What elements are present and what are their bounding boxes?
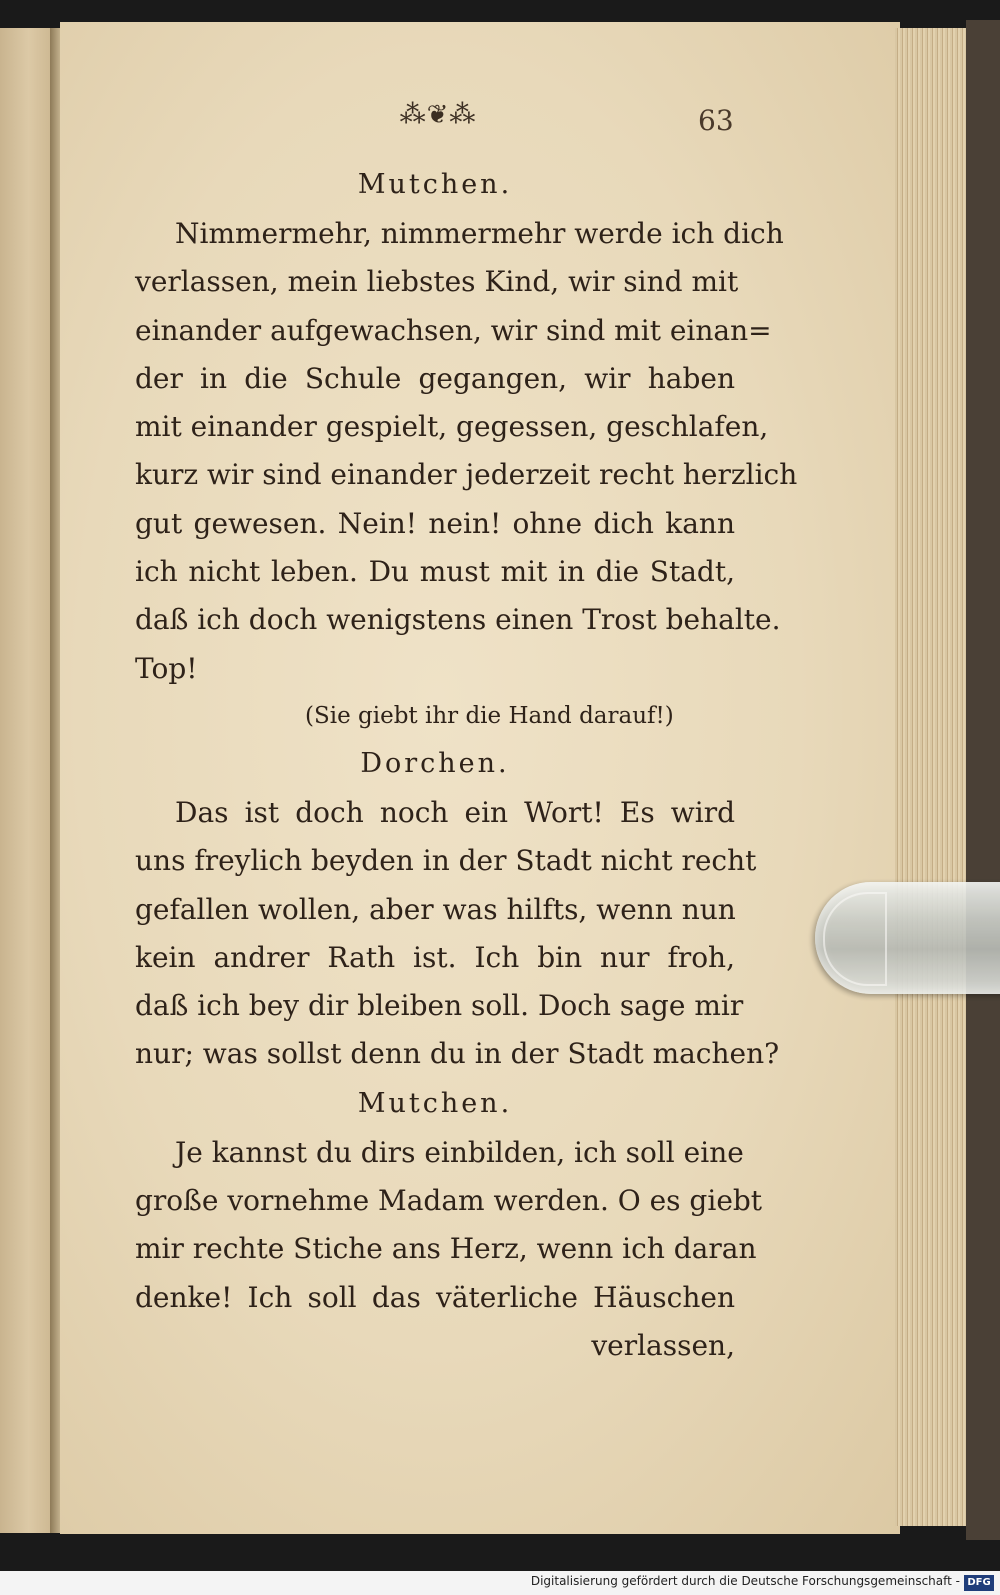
text-line: ich nicht leben. Du must mit in die Stadt, [135, 555, 735, 589]
speech-paragraph [135, 789, 780, 1079]
speaker-heading: Dorchen. [360, 747, 510, 779]
page-number: 63 [698, 104, 734, 137]
speaker-heading: Mutchen. [357, 169, 513, 200]
header-ornament: ⁂❦⁂ [399, 100, 477, 130]
text-line: gefallen wollen, aber was hilfts, wenn nun [135, 892, 736, 926]
text-line: denke! Ich soll das väterliche Häuschen [135, 1280, 735, 1314]
text-line: uns freylich beyden in der Stadt nicht recht [135, 844, 757, 878]
page-text [135, 160, 798, 1370]
text-line: einander aufgewachsen, wir sind mit einan= [135, 313, 772, 347]
book-cover-edge [966, 20, 1000, 1540]
text-line: kurz wir sind einander jederzeit recht herzlich [135, 458, 798, 492]
page-stack-fore-edge [895, 28, 970, 1526]
text-line: mit einander gespielt, gegessen, geschlafen, [135, 410, 769, 444]
text-line: Top! [135, 651, 198, 685]
footer-bar [0, 1571, 1000, 1595]
speaker-heading: Mutchen. [357, 1087, 513, 1119]
speech-paragraph [135, 210, 798, 693]
text-line: der in die Schule gegangen, wir haben [135, 361, 735, 395]
text-line: verlassen, mein liebstes Kind, wir sind mit [135, 265, 739, 299]
text-line: nur; was sollst denn du in der Stadt machen? [135, 1037, 780, 1071]
speech-paragraph [135, 1129, 763, 1322]
stage-direction: (Sie giebt ihr die Hand darauf!) [305, 702, 674, 729]
text-line: mir rechte Stiche ans Herz, wenn ich daran [135, 1232, 757, 1266]
text-line: daß ich bey dir bleiben soll. Doch sage mir [135, 989, 744, 1023]
funding-credit: Digitalisierung gefördert durch die Deutsche Forschungsgemeinschaft - [530, 1574, 960, 1588]
text-line: daß ich doch wenigstens einen Trost behalte. [135, 603, 781, 637]
text-line: Das ist doch noch ein Wort! Es wird [175, 795, 735, 829]
page-holder-clip [815, 882, 1000, 994]
text-line: Nimmermehr, nimmermehr werde ich dich [175, 217, 784, 250]
catchword: verlassen, [591, 1328, 735, 1362]
text-line: Je kannst du dirs einbilden, ich soll eine [175, 1135, 744, 1169]
dfg-logo: DFG [964, 1575, 994, 1591]
text-line: gut gewesen. Nein! nein! ohne dich kann [135, 506, 735, 540]
left-facing-page-edge [0, 28, 54, 1533]
clip-highlight [823, 892, 887, 986]
text-line: kein andrer Rath ist. Ich bin nur froh, [135, 940, 735, 974]
text-line: große vornehme Madam werden. O es giebt [135, 1184, 763, 1218]
